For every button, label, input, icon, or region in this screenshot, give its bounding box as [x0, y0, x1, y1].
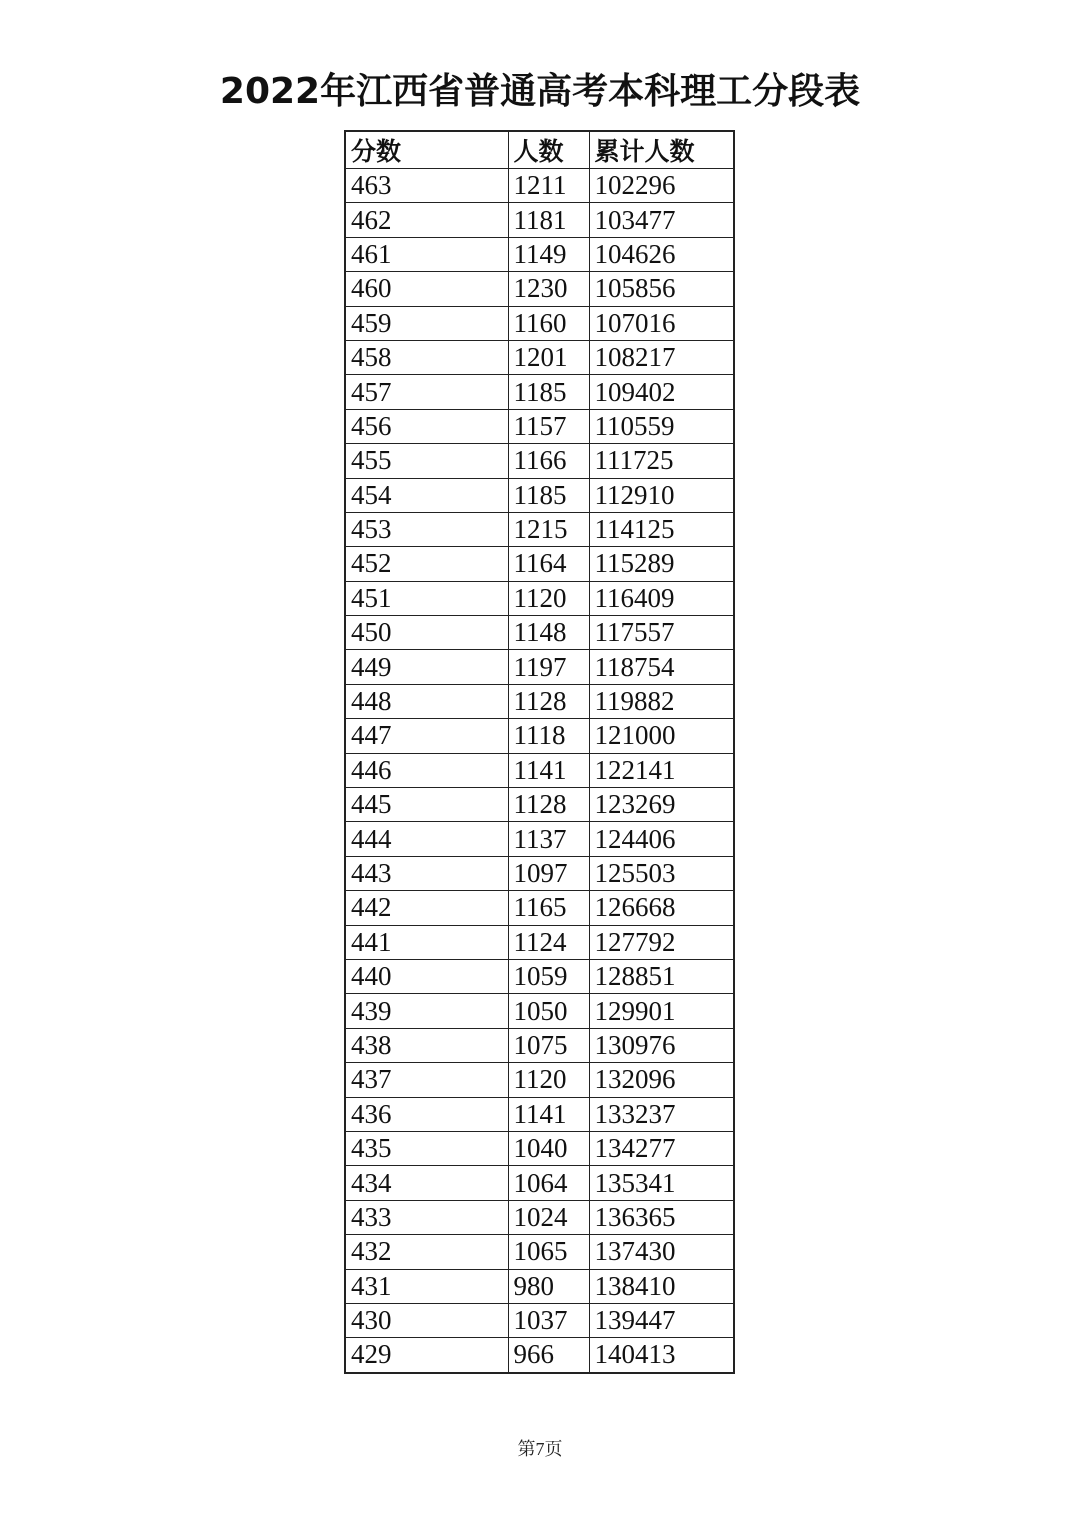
cell-score: 457: [345, 375, 508, 409]
cell-score: 461: [345, 237, 508, 271]
cell-cumulative: 136365: [589, 1200, 734, 1234]
cell-score: 460: [345, 272, 508, 306]
table-row: [345, 1338, 734, 1373]
cell-cumulative: 126668: [589, 891, 734, 925]
cell-count: 1037: [508, 1303, 589, 1337]
cell-count: 1040: [508, 1131, 589, 1165]
cell-cumulative: 140413: [589, 1338, 734, 1373]
cell-count: 1120: [508, 1063, 589, 1097]
cell-cumulative: 103477: [589, 203, 734, 237]
cell-score: 437: [345, 1063, 508, 1097]
cell-count: 1141: [508, 753, 589, 787]
cell-cumulative: 132096: [589, 1063, 734, 1097]
table-row: [345, 856, 734, 890]
cell-score: 459: [345, 306, 508, 340]
table-row: [345, 444, 734, 478]
cell-cumulative: 129901: [589, 994, 734, 1028]
cell-score: 462: [345, 203, 508, 237]
cell-cumulative: 125503: [589, 856, 734, 890]
table-header-row: [345, 131, 734, 169]
cell-count: 1097: [508, 856, 589, 890]
cell-score: 456: [345, 409, 508, 443]
cell-count: 1128: [508, 788, 589, 822]
cell-cumulative: 110559: [589, 409, 734, 443]
table-row: [345, 581, 734, 615]
cell-score: 443: [345, 856, 508, 890]
cell-score: 450: [345, 616, 508, 650]
header-score: 分数: [345, 131, 508, 169]
cell-score: 441: [345, 925, 508, 959]
table-row: [345, 925, 734, 959]
cell-count: 1050: [508, 994, 589, 1028]
cell-cumulative: 104626: [589, 237, 734, 271]
cell-cumulative: 109402: [589, 375, 734, 409]
table-body: [345, 169, 734, 1373]
cell-count: 1137: [508, 822, 589, 856]
cell-score: 454: [345, 478, 508, 512]
cell-score: 430: [345, 1303, 508, 1337]
cell-count: 1160: [508, 306, 589, 340]
cell-count: 1215: [508, 512, 589, 546]
cell-count: 1059: [508, 959, 589, 993]
cell-count: 1075: [508, 1028, 589, 1062]
cell-score: 436: [345, 1097, 508, 1131]
cell-cumulative: 133237: [589, 1097, 734, 1131]
table-row: [345, 616, 734, 650]
cell-score: 429: [345, 1338, 508, 1373]
cell-count: 1024: [508, 1200, 589, 1234]
table-row: [345, 1063, 734, 1097]
cell-score: 440: [345, 959, 508, 993]
cell-score: 435: [345, 1131, 508, 1165]
cell-cumulative: 128851: [589, 959, 734, 993]
cell-cumulative: 111725: [589, 444, 734, 478]
cell-count: 1148: [508, 616, 589, 650]
cell-cumulative: 105856: [589, 272, 734, 306]
table-row: [345, 1200, 734, 1234]
header-cumulative: 累计人数: [589, 131, 734, 169]
cell-count: 1128: [508, 684, 589, 718]
cell-cumulative: 130976: [589, 1028, 734, 1062]
cell-score: 453: [345, 512, 508, 546]
cell-count: 1149: [508, 237, 589, 271]
table-row: [345, 512, 734, 546]
cell-count: 1165: [508, 891, 589, 925]
cell-count: 1164: [508, 547, 589, 581]
cell-score: 444: [345, 822, 508, 856]
cell-score: 448: [345, 684, 508, 718]
cell-count: 1166: [508, 444, 589, 478]
table-row: [345, 753, 734, 787]
cell-count: 1141: [508, 1097, 589, 1131]
table-row: [345, 1269, 734, 1303]
cell-score: 442: [345, 891, 508, 925]
table-row: [345, 822, 734, 856]
table-row: [345, 1235, 734, 1269]
table-row: [345, 547, 734, 581]
header-count: 人数: [508, 131, 589, 169]
table-row: [345, 203, 734, 237]
table-row: [345, 409, 734, 443]
cell-count: 1181: [508, 203, 589, 237]
cell-score: 434: [345, 1166, 508, 1200]
cell-cumulative: 114125: [589, 512, 734, 546]
cell-cumulative: 112910: [589, 478, 734, 512]
cell-score: 433: [345, 1200, 508, 1234]
cell-cumulative: 121000: [589, 719, 734, 753]
cell-count: 966: [508, 1338, 589, 1373]
cell-cumulative: 102296: [589, 169, 734, 203]
score-table: [344, 130, 735, 1374]
cell-count: 1157: [508, 409, 589, 443]
table-row: [345, 891, 734, 925]
cell-count: 1185: [508, 478, 589, 512]
cell-cumulative: 119882: [589, 684, 734, 718]
cell-score: 452: [345, 547, 508, 581]
table-row: [345, 788, 734, 822]
cell-cumulative: 116409: [589, 581, 734, 615]
cell-score: 455: [345, 444, 508, 478]
table-row: [345, 306, 734, 340]
table-row: [345, 1166, 734, 1200]
cell-score: 458: [345, 340, 508, 374]
cell-cumulative: 134277: [589, 1131, 734, 1165]
table-row: [345, 375, 734, 409]
cell-score: 432: [345, 1235, 508, 1269]
cell-score: 463: [345, 169, 508, 203]
page-title: 2022年江西省普通高考本科理工分段表: [219, 71, 861, 112]
cell-cumulative: 107016: [589, 306, 734, 340]
cell-count: 1230: [508, 272, 589, 306]
table-row: [345, 169, 734, 203]
cell-cumulative: 139447: [589, 1303, 734, 1337]
table-row: [345, 650, 734, 684]
cell-cumulative: 118754: [589, 650, 734, 684]
cell-count: 1185: [508, 375, 589, 409]
cell-count: 1065: [508, 1235, 589, 1269]
page-number: 第7页: [517, 1439, 563, 1459]
table-row: [345, 1303, 734, 1337]
table-row: [345, 719, 734, 753]
table-row: [345, 237, 734, 271]
cell-score: 447: [345, 719, 508, 753]
cell-count: 1201: [508, 340, 589, 374]
cell-cumulative: 115289: [589, 547, 734, 581]
table-row: [345, 994, 734, 1028]
table-row: [345, 478, 734, 512]
cell-count: 1064: [508, 1166, 589, 1200]
cell-cumulative: 127792: [589, 925, 734, 959]
table-row: [345, 1028, 734, 1062]
cell-count: 1124: [508, 925, 589, 959]
cell-score: 431: [345, 1269, 508, 1303]
cell-count: 1118: [508, 719, 589, 753]
cell-score: 439: [345, 994, 508, 1028]
cell-cumulative: 122141: [589, 753, 734, 787]
table-row: [345, 1097, 734, 1131]
cell-count: 1120: [508, 581, 589, 615]
cell-score: 451: [345, 581, 508, 615]
cell-score: 438: [345, 1028, 508, 1062]
cell-cumulative: 108217: [589, 340, 734, 374]
cell-cumulative: 138410: [589, 1269, 734, 1303]
table-row: [345, 1131, 734, 1165]
cell-cumulative: 137430: [589, 1235, 734, 1269]
cell-score: 446: [345, 753, 508, 787]
cell-score: 449: [345, 650, 508, 684]
table-row: [345, 684, 734, 718]
cell-cumulative: 124406: [589, 822, 734, 856]
cell-score: 445: [345, 788, 508, 822]
cell-count: 980: [508, 1269, 589, 1303]
table-row: [345, 959, 734, 993]
cell-count: 1197: [508, 650, 589, 684]
cell-cumulative: 135341: [589, 1166, 734, 1200]
cell-cumulative: 123269: [589, 788, 734, 822]
table-row: [345, 272, 734, 306]
cell-count: 1211: [508, 169, 589, 203]
cell-cumulative: 117557: [589, 616, 734, 650]
table-row: [345, 340, 734, 374]
